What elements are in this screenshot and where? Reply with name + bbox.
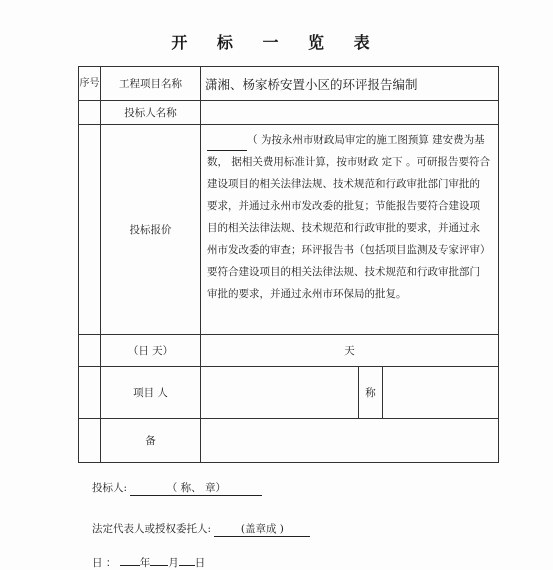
date-year-field <box>120 551 140 566</box>
seq-cell <box>79 367 101 419</box>
date-label: 日 ： <box>92 557 117 569</box>
project-manager-value <box>201 367 359 419</box>
bidder-name-value <box>201 101 499 125</box>
bidder-signature-line <box>92 480 262 496</box>
table-row <box>79 101 499 125</box>
document-title: 开 标 一 览 表 <box>171 33 382 52</box>
table-row <box>79 419 499 463</box>
seq-header: 序号 <box>79 67 101 101</box>
date-month-field <box>150 551 168 566</box>
date-month-label: 月 <box>168 557 179 569</box>
project-name-label: 工程项目名称 <box>101 67 201 101</box>
bid-opening-table <box>78 66 499 463</box>
bidder-signature-field: （ 称、 章） <box>130 481 262 496</box>
table-row <box>79 67 499 101</box>
representative-field: (盖章成 ) <box>214 522 310 537</box>
date-day-field <box>179 551 195 566</box>
bid-price-label: 投标报价 <box>101 125 201 335</box>
bid-price-description <box>201 125 499 335</box>
date-line <box>92 551 205 570</box>
bidder-signature-label: 投标人: <box>92 482 128 494</box>
remark-label: 备 <box>101 419 201 463</box>
table-row <box>79 335 499 367</box>
price-blank <box>207 138 247 151</box>
date-day-label: 日 <box>194 557 206 569</box>
seq-cell <box>79 125 101 335</box>
table-row <box>79 125 499 335</box>
professional-title-label: 称 <box>359 367 383 419</box>
seq-cell <box>79 335 101 367</box>
bid-price-text: （ 为按永州市财政局审定的施工图预算 建安费为基数， 据相关费用标准计算，按市财政 定下 。可研报告要符合建设项目的相关法律法规、技术规范和行政审批部门审批的要求，并通过永州市发改委的批复；节能报告要符合建设项目的相关法律法规、技术规范和行政审批的要求，并通过永州市发改委的审查；环评报告书（包括项目监测及专家评审）要符合建设项目的相关法律法规、技术规范和行政审批部门审批的要求，并通过永州市环保局的批复。 <box>207 134 491 300</box>
remark-value <box>201 419 499 463</box>
seq-cell <box>79 101 101 125</box>
duration-label: （日 天） <box>101 335 201 367</box>
project-manager-label: 项目 人 <box>101 367 201 419</box>
duration-value: 天 <box>201 335 499 367</box>
professional-title-value <box>383 367 499 419</box>
representative-label: 法定代表人或授权委托人: <box>92 523 212 535</box>
bidder-name-label: 投标人名称 <box>101 101 201 125</box>
representative-signature-line <box>92 521 310 537</box>
date-year-label: 年 <box>139 557 151 569</box>
table-row <box>79 367 499 419</box>
seq-cell <box>79 419 101 463</box>
project-name-value: 潇湘、杨家桥安置小区的环评报告编制 <box>201 67 499 101</box>
